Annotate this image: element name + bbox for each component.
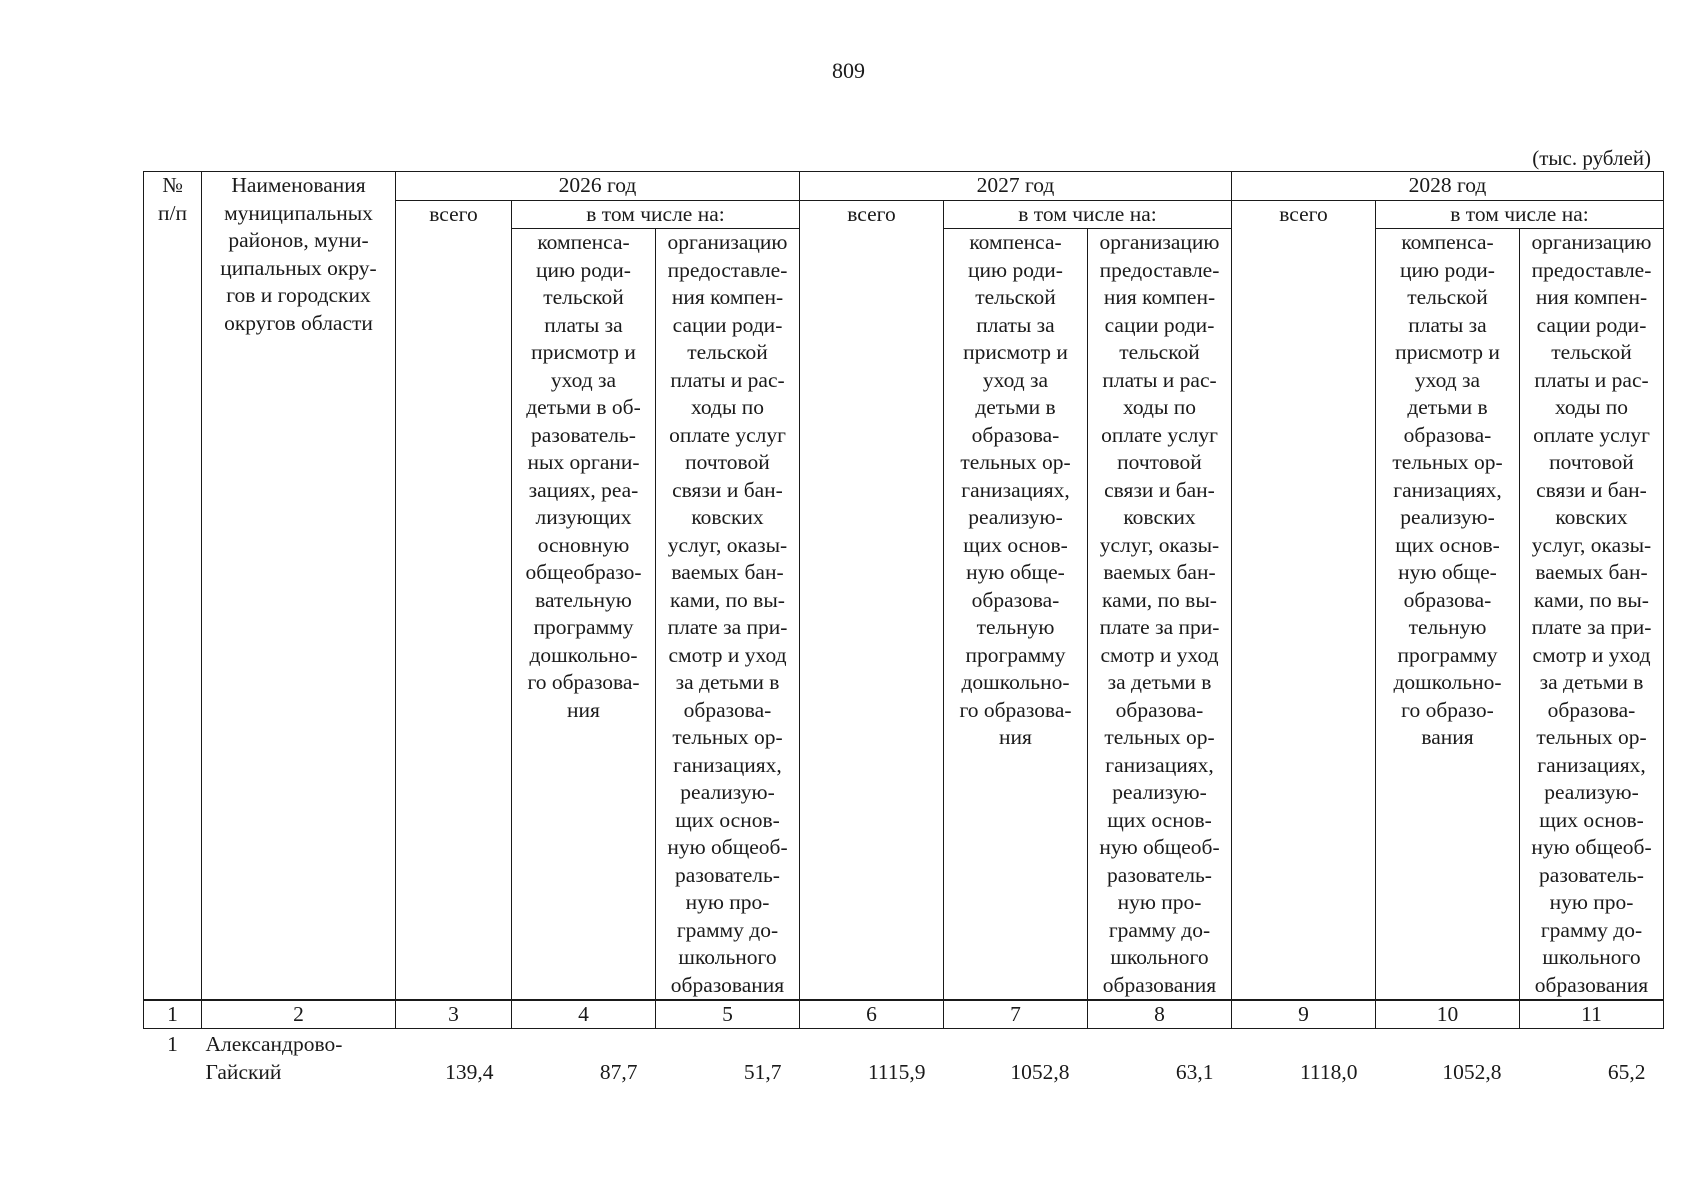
comp-2028-header: компенса- цию роди- тельской платы за присмотр и уход за детьми в образова- тельных ор- ганизациях, реализую- щих основ- ную обще- образова- тельную программу дошкольно- го образо- вания — [1376, 229, 1520, 1001]
column-number: 5 — [656, 1000, 800, 1029]
value-cell: 139,4 — [445, 1059, 494, 1084]
row-number: 1 — [167, 1032, 178, 1056]
including-2027-header: в том числе на: — [944, 200, 1232, 229]
header-row-years — [144, 172, 1664, 201]
value-cell: 63,1 — [1175, 1059, 1214, 1084]
year-2026-header: 2026 год — [396, 172, 800, 201]
column-number: 3 — [396, 1000, 512, 1029]
org-2027-header: организацию предоставле- ния компен- сации роди- тельской платы и рас- ходы по оплате услуг почтовой связи и бан- ковских услуг, оказы- ваемых бан- ками, по вы- плате за при- смотр и уход за детьми в образова- тельных ор- ганизациях, реализую- щих основ- ную общеоб- разователь- ную про- грамму до- школьного образования — [1088, 229, 1232, 1001]
total-2026-header: всего — [396, 200, 512, 1000]
row-name: Александрово- Гайский — [205, 1032, 343, 1084]
column-number: 2 — [202, 1000, 396, 1029]
total-2028-header: всего — [1232, 200, 1376, 1000]
value-cell: 1052,8 — [1010, 1059, 1070, 1084]
year-2028-header: 2028 год — [1232, 172, 1664, 201]
including-2026-header: в том числе на: — [512, 200, 800, 229]
column-number: 6 — [800, 1000, 944, 1029]
value-cell: 65,2 — [1607, 1059, 1646, 1084]
comp-2027-header: компенса- цию роди- тельской платы за присмотр и уход за детьми в образова- тельных ор- ганизациях, реализую- щих основ- ную обще- образова- тельную программу дошкольно- го образова- ния — [944, 229, 1088, 1001]
value-cell: 1118,0 — [1299, 1059, 1358, 1084]
column-number: 4 — [512, 1000, 656, 1029]
unit-label: (тыс. рублей) — [1532, 146, 1651, 170]
column-number: 8 — [1088, 1000, 1232, 1029]
total-2027-header: всего — [800, 200, 944, 1000]
value-cell: 87,7 — [599, 1059, 638, 1084]
budget-table — [143, 171, 1664, 1086]
comp-2026-header: компенса- цию роди- тельской платы за присмотр и уход за детьми в об- разователь- ных органи- зациях, реа- лизующих основную общеобразо- вательную программу дошкольно- го образова- ния — [512, 229, 656, 1001]
value-cell: 51,7 — [743, 1059, 782, 1084]
column-number: 10 — [1376, 1000, 1520, 1029]
column-number-row — [144, 1000, 1664, 1029]
org-2026-header: организацию предоставле- ния компен- сации роди- тельской платы и рас- ходы по оплате услуг почтовой связи и бан- ковских услуг, оказы- ваемых бан- ками, по вы- плате за при- смотр и уход за детьми в образова- тельных ор- ганизациях, реализую- щих основ- ную общеоб- разователь- ную про- грамму до- школьного образования — [656, 229, 800, 1001]
page-number: 809 — [832, 58, 865, 83]
col-num-header: № п/п — [144, 172, 202, 1001]
year-2027-header: 2027 год — [800, 172, 1232, 201]
including-2028-header: в том числе на: — [1376, 200, 1664, 229]
value-cell: 1115,9 — [867, 1059, 926, 1084]
column-number: 11 — [1520, 1000, 1664, 1029]
column-number: 7 — [944, 1000, 1088, 1029]
table-row — [144, 1029, 1664, 1087]
column-number: 1 — [144, 1000, 202, 1029]
value-cell: 1052,8 — [1442, 1059, 1502, 1084]
column-number: 9 — [1232, 1000, 1376, 1029]
col-name-header: Наименования муниципальных районов, муни- ципальных окру- гов и городских округов области — [202, 172, 396, 1001]
org-2028-header: организацию предоставле- ния компен- сации роди- тельской платы и рас- ходы по оплате услуг почтовой связи и бан- ковских услуг, оказы- ваемых бан- ками, по вы- плате за при- смотр и уход за детьми в образова- тельных ор- ганизациях, реализую- щих основ- ную общеоб- разователь- ную про- грамму до- школьного образования — [1520, 229, 1664, 1001]
